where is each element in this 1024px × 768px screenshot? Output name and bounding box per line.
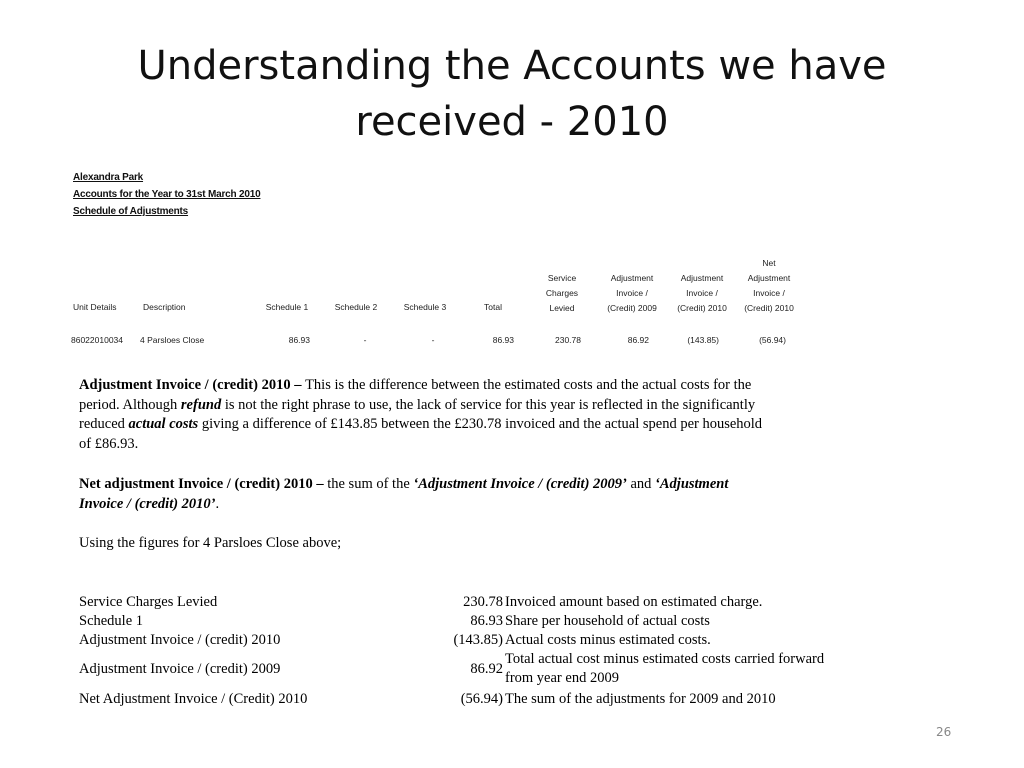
cell-schedule-1: 86.93 <box>288 335 310 345</box>
adjustment-2010-explanation: Adjustment Invoice / (credit) 2010 – This is the difference between the estimated costs and the actual costs for the period. Although refund is not the right phrase to use, the lack of service for this year is reflected in the significantly reduced actual costs giving a difference of £143.85 between the £230.78 invoiced and the actual spend per household of £86.93. <box>79 377 763 452</box>
col-schedule-3: Schedule 3 <box>403 302 447 312</box>
summary-value: 86.93 <box>470 613 503 629</box>
col-total: Total <box>484 302 502 312</box>
col-net-adjustment: Net Adjustment Invoice / (Credit) 2010 <box>744 258 794 313</box>
term-refund: refund <box>180 396 222 413</box>
col-schedule-1: Schedule 1 <box>265 302 309 312</box>
cell-description: 4 Parsloes Close <box>140 335 205 345</box>
summary-label: Adjustment Invoice / (credit) 2009 <box>79 661 281 677</box>
cell-adjustment-2010: (143.85) <box>687 335 719 345</box>
ref-adjustment-2009: ‘Adjustment Invoice / (credit) 2009’ <box>413 476 627 492</box>
summary-value: 230.78 <box>463 594 503 610</box>
col-adjustment-2009: Adjustment Invoice / (Credit) 2009 <box>607 273 657 313</box>
summary-label: Net Adjustment Invoice / (Credit) 2010 <box>79 691 308 707</box>
schedule-heading-park: Alexandra Park <box>73 172 144 183</box>
summary-value: (56.94) <box>460 691 503 707</box>
col-unit-details: Unit Details <box>73 302 117 312</box>
schedule-heading-schedule: Schedule of Adjustments <box>73 206 189 217</box>
cell-net-adjustment: (56.94) <box>759 335 786 345</box>
col-adjustment-2010: Adjustment Invoice / (Credit) 2010 <box>677 273 727 313</box>
page-number: 26 <box>936 725 952 739</box>
cell-schedule-3: - <box>431 335 435 345</box>
summary-value: (143.85) <box>453 632 503 648</box>
summary-description: Total actual cost minus estimated costs carried forward from year end 2009 <box>505 651 825 686</box>
cell-schedule-2: - <box>363 335 367 345</box>
term-net-adjustment: Net adjustment Invoice / (credit) 2010 <box>79 476 313 492</box>
slide-title <box>0 38 1024 150</box>
slide-title-line-2: received - 2010 <box>355 99 669 145</box>
summary-description: The sum of the adjustments for 2009 and 2010 <box>505 691 776 707</box>
schedule-heading-accounts: Accounts for the Year to 31st March 2010 <box>73 189 261 200</box>
col-schedule-2: Schedule 2 <box>334 302 378 312</box>
cell-unit: 86022010034 <box>71 335 124 345</box>
net-adjustment-explanation: Net adjustment Invoice / (credit) 2010 – the sum of the ‘Adjustment Invoice / (credit) 2009’ and ‘Adjustment Invoice / (credit) 2010’. <box>79 476 729 512</box>
figures-intro: Using the figures for 4 Parsloes Close above; <box>79 535 342 551</box>
col-service-charges: Service Charges Levied <box>545 273 579 313</box>
ref-adjustment-2010: ‘Adjustment Invoice / (credit) 2010’ <box>79 476 729 512</box>
col-description: Description <box>143 302 186 312</box>
term-adjustment-2010: Adjustment Invoice / (credit) 2010 <box>79 377 291 393</box>
term-actual-costs: actual costs <box>128 416 199 432</box>
summary-label: Schedule 1 <box>79 613 144 629</box>
summary-description: Invoiced amount based on estimated charge. <box>505 594 763 610</box>
summary-label: Adjustment Invoice / (credit) 2010 <box>79 632 281 648</box>
summary-description: Share per household of actual costs <box>505 613 710 629</box>
summary-description: Actual costs minus estimated costs. <box>505 632 711 648</box>
summary-value: 86.92 <box>470 661 503 677</box>
slide-title-line-1: Understanding the Accounts we have <box>137 43 887 89</box>
summary-label: Service Charges Levied <box>79 594 218 610</box>
cell-total: 86.93 <box>492 335 514 345</box>
cell-service-charges: 230.78 <box>555 335 581 345</box>
cell-adjustment-2009: 86.92 <box>627 335 649 345</box>
